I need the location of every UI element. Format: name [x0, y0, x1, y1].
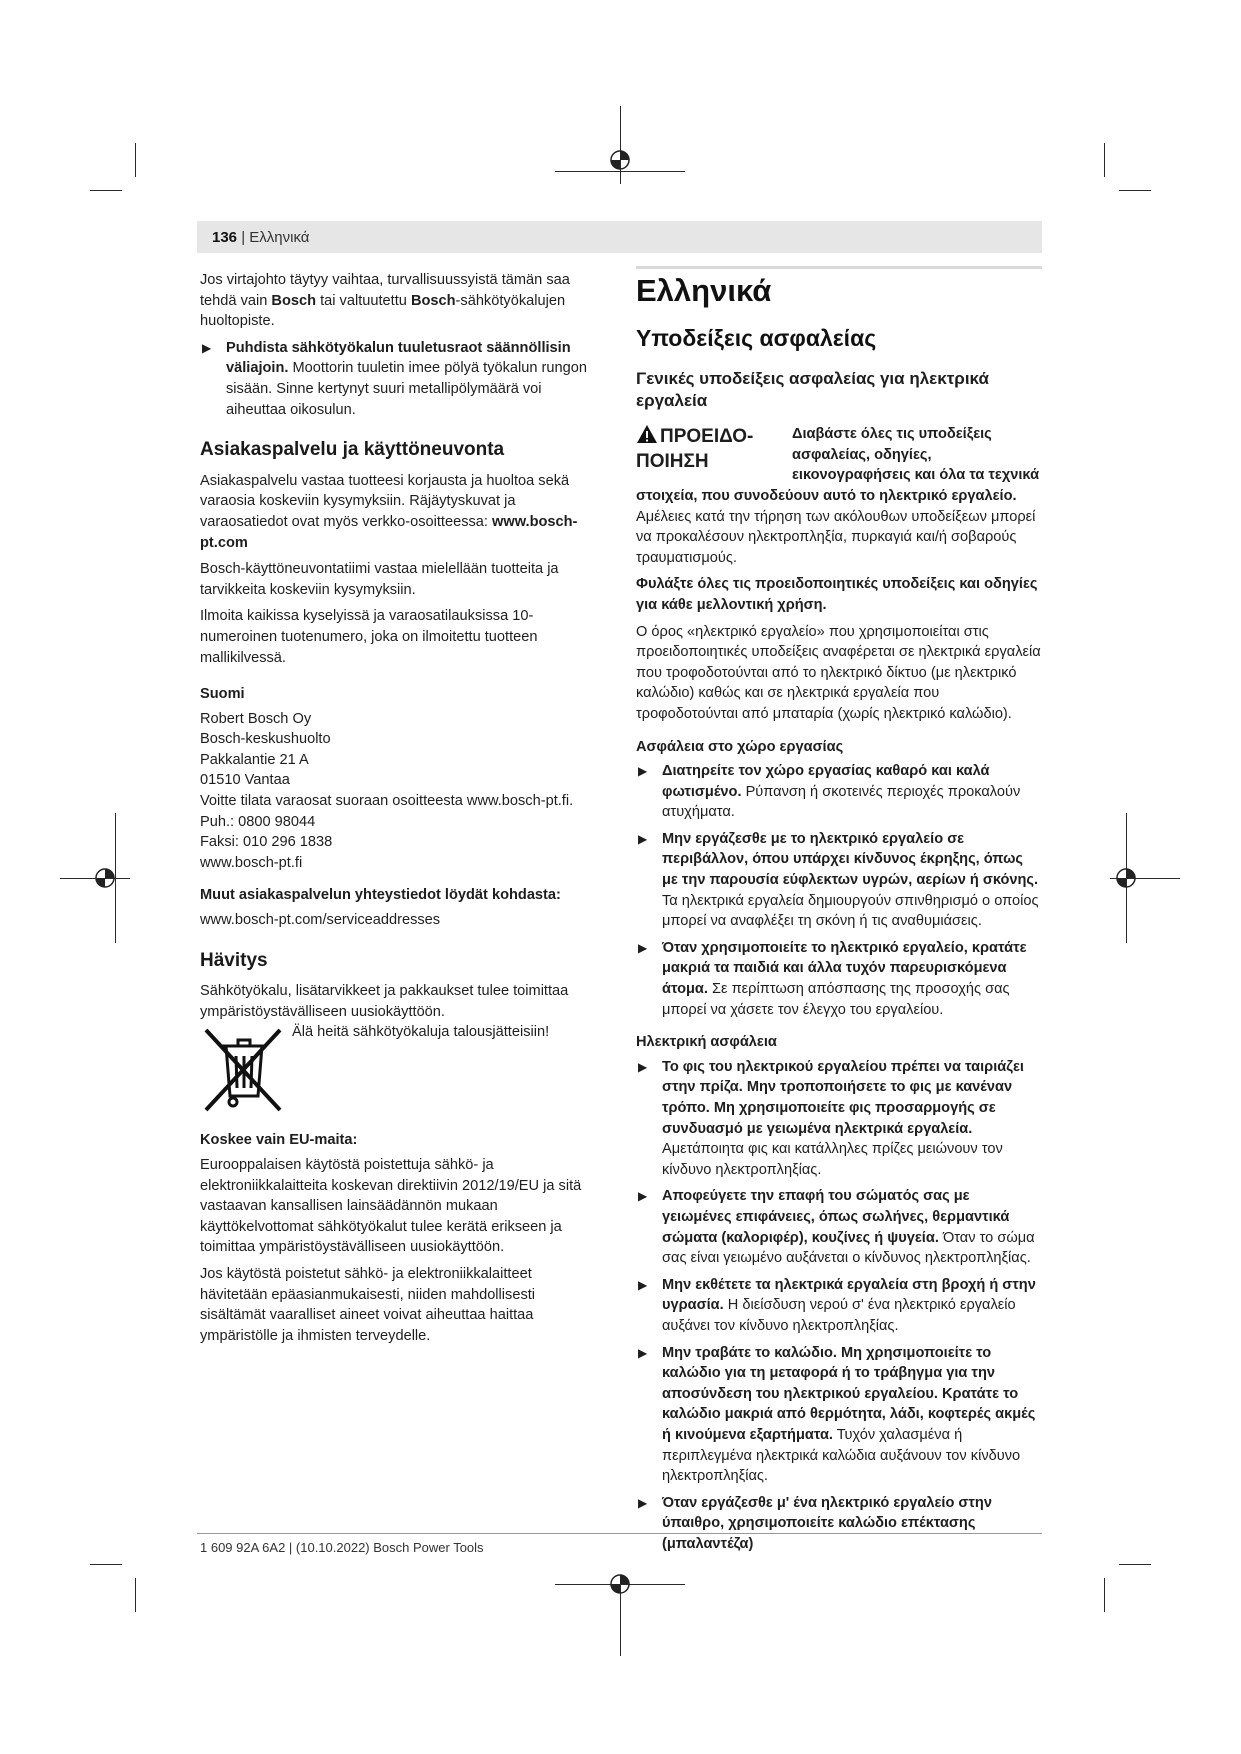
bullet-arrow-icon: ▶ — [638, 1059, 648, 1074]
warning-text: Διαβάστε όλες τις υποδείξεις ασφαλείας, οδηγίες, εικονογραφήσεις και όλα τα τεχνικά στοιχεία, που συνοδεύουν αυτό το ηλεκτρικό εργαλείο. Αμέλειες κατά την τήρηση των ακόλουθων υποδείξεων μπορεί να προκαλέσουν ηλεκτροπληξία, πυρκαγιά και/ή σοβαρούς τραυματισμούς. — [636, 426, 1040, 566]
crop-mark — [135, 143, 136, 177]
eu-paragraph: Jos käytöstä poistetut sähkö- ja elektroniikkalaitteet hävitetään epäasianmukaisesti, niiden mahdollisesti sisältämät vaaralliset aineet voivat aiheuttaa haittaa ympäristölle ja ihmisten terveydelle. — [200, 1265, 536, 1344]
bullet-arrow-icon: ▶ — [638, 1277, 648, 1292]
address-country: Suomi — [200, 686, 245, 703]
crop-mark — [1104, 1578, 1105, 1612]
left-column — [200, 270, 602, 1352]
bullet-arrow-icon: ▶ — [638, 940, 648, 955]
electrical-safety-heading: Ηλεκτρική ασφάλεια — [636, 1034, 777, 1051]
crop-mark — [90, 1564, 122, 1565]
page-header-bar — [197, 221, 1042, 253]
registration-target-icon — [609, 149, 631, 171]
bullet-arrow-icon: ▶ — [638, 764, 648, 779]
bullet-arrow-icon: ▶ — [638, 1345, 648, 1360]
warning-block — [636, 424, 1042, 568]
registration-target-icon — [609, 1573, 631, 1595]
page-header: 136 | Ελληνικά — [212, 229, 310, 246]
list-item: ▶ Μην εκθέτετε τα ηλεκτρικά εργαλεία στη βροχή ή στην υγρασία. Η διείσδυση νερού σ' ένα ηλεκτρικό εργαλείο αυξάνει τον κίνδυνο ηλεκτροπληξίας. — [638, 1276, 1036, 1334]
bullet-arrow-icon: ▶ — [202, 340, 212, 355]
weee-block — [200, 1022, 602, 1114]
bullet-arrow-icon: ▶ — [638, 1189, 648, 1204]
term-definition: Ο όρος «ηλεκτρικό εργαλείο» που χρησιμοποιείται στις προειδοποιητικές υποδείξεις αναφέρεται σε ηλεκτρικά εργαλεία που τροφοδοτούνται από το ηλεκτρικό δίκτυο (με ηλεκτρικό καλώδιο) καθώς και σε ηλεκτρικά εργαλεία που τροφοδοτούνται από μπαταρία (χωρίς ηλεκτρικό καλώδιο). — [636, 623, 1041, 722]
service-link[interactable]: www.bosch-pt.com — [200, 513, 578, 551]
registration-line — [555, 171, 685, 172]
disposal-paragraph: Sähkötyökalu, lisätarvikkeet ja pakkaukset tulee toimittaa ympäristöystävälliseen uusiokäyttöön. — [200, 983, 569, 1020]
list-item: ▶ Όταν εργάζεσθε μ' ένα ηλεκτρικό εργαλείο στην ύπαιθρο, χρησιμοποιείτε καλώδιο επέκτασης (μπαλαντέζα) — [638, 1494, 992, 1552]
crop-mark — [135, 1578, 136, 1612]
service-paragraph: Bosch-käyttöneuvontatiimi vastaa mielellään tuotteita ja tarvikkeita koskeviin kysymyksiin. — [200, 561, 559, 598]
list-item: ▶ Διατηρείτε τον χώρο εργασίας καθαρό και καλά φωτισμένο. Ρύπανση ή σκοτεινές περιοχές προκαλούν ατυχήματα. — [638, 763, 1021, 821]
registration-target-icon — [1115, 867, 1137, 889]
crossed-out-bin-icon — [200, 1022, 284, 1114]
section-title: Ελληνικά — [636, 273, 772, 308]
safety-heading: Υποδείξεις ασφαλείας — [636, 324, 877, 351]
list-item: ▶ Puhdista sähkötyökalun tuuletusraot säännöllisin väliajoin. Moottorin tuuletin imee pölyä työkalun rungon sisään. Sinne kertynyt suuri metallipölymäärä voi aiheuttaa oikosulun. — [202, 339, 587, 418]
disposal-heading: Hävitys — [200, 949, 268, 971]
header-language: Ελληνικά — [249, 229, 310, 246]
bullet-arrow-icon: ▶ — [638, 1495, 648, 1510]
warning-triangle-icon — [636, 424, 658, 444]
disposal-note: Älä heitä sähkötyökaluja talousjätteisiin! — [292, 1024, 550, 1041]
address-web-link[interactable]: www.bosch-pt.fi — [200, 854, 303, 871]
list-item: ▶ Μην εργάζεσθε με το ηλεκτρικό εργαλείο σε περιβάλλον, όπου υπάρχει κίνδυνος έκρηξης, όπως με την παρουσία εύφλεκτων υγρών, αερίων ή σκόνης. Τα ηλεκτρικά εργαλεία δημιουργούν σπινθηρισμό ο οποίος μπορεί να αναφλέξει τη σκόνη ή τις αναθυμιάσεις. — [638, 830, 1039, 930]
list-item: ▶ Μην τραβάτε το καλώδιο. Μη χρησιμοποιείτε το καλώδιο για τη μεταφορά ή το τράβηγμα για την αποσύνδεση του ηλεκτρικού εργαλείου. Κρατάτε το καλώδιο μακριά από θερμότητα, λάδι, κοφτερές ακμές ή κινούμενα εξαρτήματα. Τυχόν χαλασμένα ή περιπλεγμένα ηλεκτρικά καλώδια αυξάνουν τον κίνδυνο ηλεκτροπληξίας. — [638, 1344, 1036, 1485]
more-contacts-heading: Muut asiakaspalvelun yhteystiedot löydät kohdasta: — [200, 887, 561, 904]
footer-divider — [197, 1533, 1042, 1534]
bullet-arrow-icon: ▶ — [638, 831, 648, 846]
address-block: Robert Bosch Oy Bosch-keskushuolto Pakkalantie 21 A 01510 Vantaa Voitte tilata varaosat suoraan osoitteesta www.bosch-pt.fi. Puh.: 0800 98044 Faksi: 010 296 1838 www.bosch-pt.fi — [200, 709, 602, 874]
crop-mark — [1119, 1564, 1151, 1565]
eu-paragraph: Eurooppalaisen käytöstä poistettuja sähkö- ja elektroniikkalaitteita koskevan direktiivin 2012/19/EU ja sitä vastaavan kansallisen lainsäädännön mukaan käyttökelvottomat sähkötyökalut tulee kerätä erikseen ja toimittaa ympäristöystävälliseen uusiokäyttöön. — [200, 1157, 582, 1256]
section-divider — [636, 266, 1042, 269]
list-item: ▶ Όταν χρησιμοποιείτε το ηλεκτρικό εργαλείο, κρατάτε μακριά τα παιδιά και άλλα τυχόν παρευρισκόμενα άτομα. Σε περίπτωση απόσπασης της προσοχής σας μπορεί να χάσετε τον έλεγχο του εργαλείου. — [638, 939, 1027, 1018]
crop-mark — [1104, 143, 1105, 177]
warning-label: ΠΡΟΕΙΔΟ-ΠΟΙΗΣΗ — [636, 426, 754, 473]
service-paragraph: Ilmoita kaikissa kyselyissä ja varaosatilauksissa 10-numeroinen tuotenumero, joka on ilmoitettu tuotteen mallikilvessä. — [200, 608, 538, 666]
service-heading: Asiakaspalvelu ja käyttöneuvonta — [200, 439, 505, 461]
registration-line — [620, 106, 621, 184]
page-footer: 1 609 92A 6A2 | (10.10.2022) Bosch Power Tools — [200, 1540, 484, 1555]
work-area-heading: Ασφάλεια στο χώρο εργασίας — [636, 738, 844, 755]
right-column — [636, 266, 1042, 1560]
keep-instructions: Φυλάξτε όλες τις προειδοποιητικές υποδείξεις και οδηγίες για κάθε μελλοντική χρήση. — [636, 576, 1038, 613]
eu-heading: Koskee vain EU-maita: — [200, 1132, 358, 1149]
general-safety-heading: Γενικές υποδείξεις ασφαλείας για ηλεκτρικά εργαλεία — [636, 369, 989, 411]
registration-target-icon — [94, 867, 116, 889]
service-addresses-link[interactable]: www.bosch-pt.com/serviceaddresses — [200, 912, 441, 929]
crop-mark — [90, 190, 122, 191]
service-paragraph: Asiakaspalvelu vastaa tuotteesi korjausta ja huoltoa sekä varaosia koskeviin kysymyksiin. Räjäytyskuvat ja varaosatiedot ovat myös verkko-osoitteessa: www.bosch-pt.com — [200, 472, 578, 551]
list-item: ▶ Αποφεύγετε την επαφή του σώματός σας με γειωμένες επιφάνειες, όπως σωλήνες, θερμαντικά σώματα (καλοριφέρ), κουζίνες ή ψυγεία. Όταν το σώμα σας είναι γειωμένο αυξάνεται ο κίνδυνος ηλεκτροπληξίας. — [638, 1188, 1035, 1267]
cord-replacement-text: Jos virtajohto täytyy vaihtaa, turvallisuussyistä tämän saa tehdä vain Bosch tai valtuutettu Bosch-sähkötyökalujen huoltopiste. — [200, 272, 570, 330]
list-item: ▶ Το φις του ηλεκτρικού εργαλείου πρέπει να ταιριάζει στην πρίζα. Μην τροποποιήσετε το φις με κανέναν τρόπο. Μη χρησιμοποιείτε φις προσαρμογής σε συνδυασμό με γειωμένα ηλεκτρικά εργαλεία. Αμετάποιητα φις και κατάλληλες πρίζες μειώνουν τον κίνδυνο ηλεκτροπληξίας. — [638, 1058, 1024, 1178]
page-number: 136 — [212, 229, 238, 246]
crop-mark — [1119, 190, 1151, 191]
